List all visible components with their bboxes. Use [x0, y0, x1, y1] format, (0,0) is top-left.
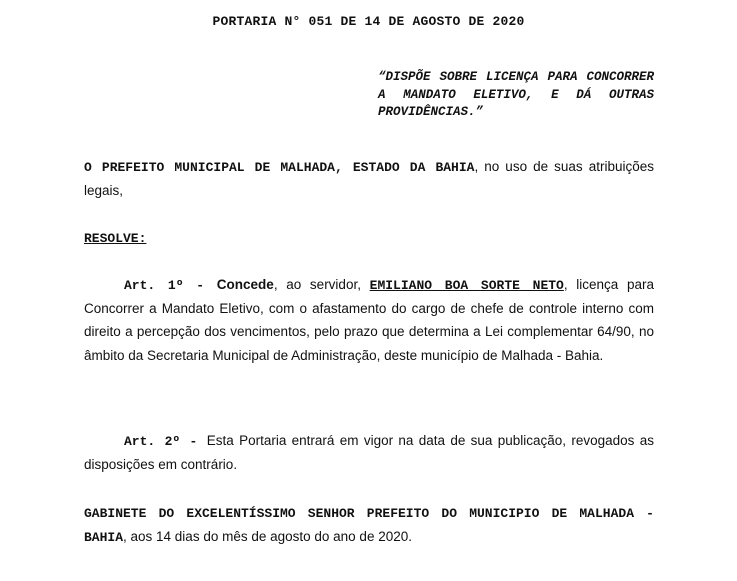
preamble-authority: O PREFEITO MUNICIPAL DE MALHADA, ESTADO DA BAHIA	[84, 160, 475, 175]
ementa: “DISPÕE SOBRE LICENÇA PARA CONCORRER A MANDATO ELETIVO, E DÁ OUTRAS PROVIDÊNCIAS.”	[378, 70, 654, 119]
closing-date-text: , aos 14 dias do mês de agosto do ano de 2020.	[123, 528, 412, 544]
preamble-paragraph	[84, 156, 654, 203]
article-1-text-a: , ao servidor,	[273, 277, 370, 292]
document-title: PORTARIA N° 051 DE 14 DE AGOSTO DE 2020	[212, 14, 525, 29]
resolve-heading	[84, 228, 654, 251]
article-2-label: Art. 2º -	[124, 434, 207, 449]
article-1-label: Art. 1º -	[124, 278, 217, 293]
article-1-text-b: , licença para Concorrer a Mandato Eletivo, com o afastamento do cargo de chefe de controle interno com direito a percepção dos vencimentos, pelo prazo que determina a Lei complementar 64/90, no âmbito da Secretaria Municipal de Administração, deste município de Malhada - Bahia.	[84, 277, 655, 363]
article-1	[84, 274, 654, 368]
article-1-servant-name: EMILIANO BOA SORTE NETO	[369, 278, 564, 293]
article-1-verb: Concede	[216, 277, 274, 292]
resolve-label: RESOLVE:	[84, 231, 147, 246]
preamble-text: , no uso de suas atribuições legais,	[84, 159, 654, 198]
closing-paragraph	[84, 503, 654, 549]
article-2-text: Esta Portaria entrará em vigor na data de sua publicação, revogados as disposições em contrário.	[84, 433, 654, 472]
article-2	[84, 430, 654, 477]
closing-office: GABINETE DO EXCELENTÍSSIMO SENHOR PREFEITO DO MUNICIPIO DE MALHADA - BAHIA	[84, 506, 654, 545]
